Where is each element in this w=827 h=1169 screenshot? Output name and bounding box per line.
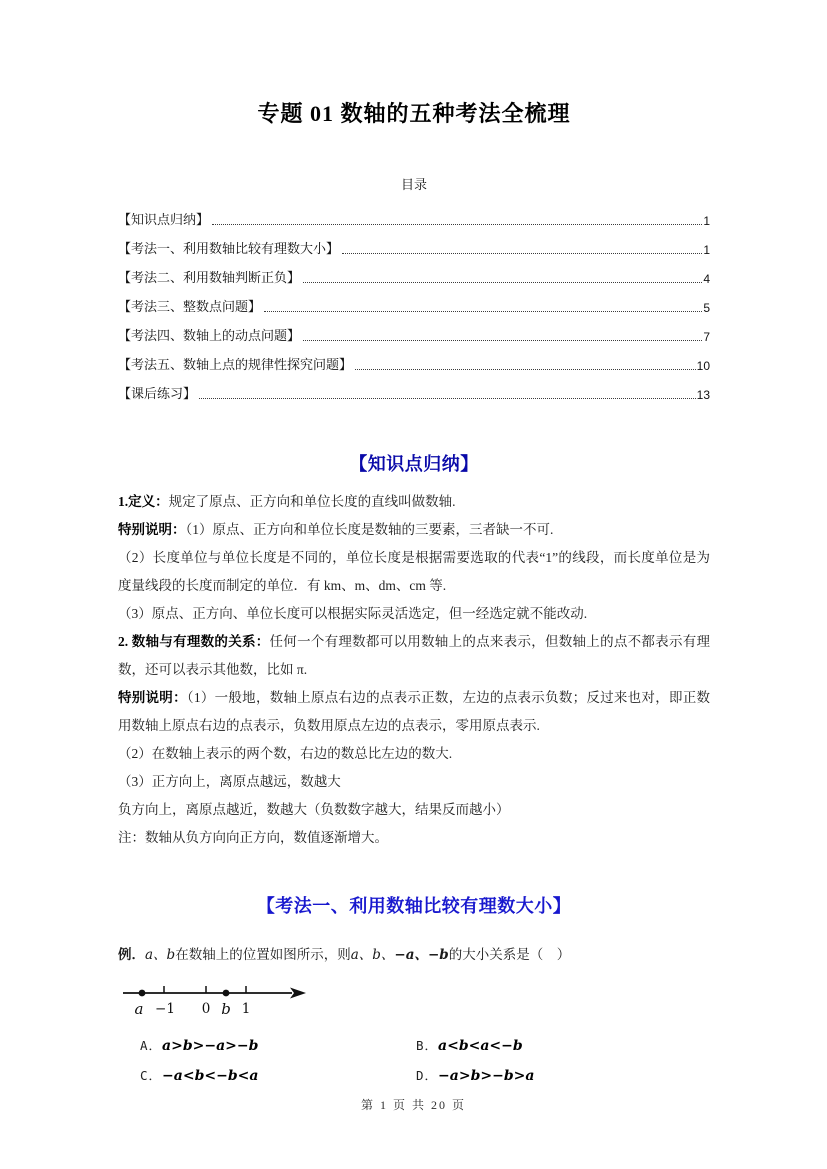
point-b-dot xyxy=(223,990,230,997)
toc-entry-label[interactable]: 【考法五、数轴上点的规律性探究问题】 xyxy=(118,357,353,372)
knowledge-paragraph xyxy=(118,768,710,796)
knowledge-paragraph xyxy=(118,824,710,852)
knowledge-section-body xyxy=(118,488,710,852)
point-a-dot xyxy=(139,990,146,997)
toc-entry[interactable] xyxy=(118,315,710,344)
knowledge-paragraph xyxy=(118,684,710,740)
toc-entry-label[interactable]: 【知识点归纳】 xyxy=(118,212,210,227)
knowledge-paragraph xyxy=(118,740,710,768)
toc-dot-leader xyxy=(264,311,702,312)
knowledge-paragraph xyxy=(118,796,710,824)
answer-options xyxy=(118,1036,710,1085)
toc-page-number: 7 xyxy=(703,330,710,344)
toc-dot-leader xyxy=(212,224,702,225)
option-expression: a<b<a<−b xyxy=(438,1038,523,1054)
option-expression: a>b>−a>−b xyxy=(162,1038,259,1054)
paragraph-text: （2）在数轴上表示的两个数，右边的数总比左边的数大. xyxy=(118,746,453,761)
paragraph-bold-prefix: 2. 数轴与有理数的关系： xyxy=(118,634,270,649)
section-header-method1: 【考法一、利用数轴比较有理数大小】 xyxy=(256,896,572,916)
option-expression: −a>b>−b>a xyxy=(438,1068,535,1084)
toc-entry[interactable] xyxy=(118,257,710,286)
table-of-contents xyxy=(118,174,710,402)
option-a xyxy=(140,1036,416,1055)
paragraph-text: 规定了原点、正方向和单位长度的直线叫做数轴. xyxy=(168,494,456,509)
toc-entry-label[interactable]: 【考法一、利用数轴比较有理数大小】 xyxy=(118,241,340,256)
example-question xyxy=(118,944,710,966)
example-text: 的大小关系是（ ） xyxy=(448,947,571,962)
number-line-figure xyxy=(120,980,316,1024)
option-letter: B． xyxy=(416,1038,439,1053)
knowledge-paragraph xyxy=(118,544,710,600)
toc-page-number: 4 xyxy=(703,272,710,286)
toc-entry-label[interactable]: 【考法二、利用数轴判断正负】 xyxy=(118,270,301,285)
knowledge-paragraph xyxy=(118,488,710,516)
tick-minus-one-label: −1 xyxy=(155,1001,175,1017)
option-letter: C． xyxy=(140,1068,163,1083)
paragraph-bold-prefix: 1.定义： xyxy=(118,494,169,509)
toc-dot-leader xyxy=(355,369,696,370)
toc-entry-label[interactable]: 【考法三、整数点问题】 xyxy=(118,299,262,314)
example-text: 在数轴上的位置如图所示，则 xyxy=(175,947,351,962)
option-d xyxy=(416,1066,710,1085)
paragraph-text: （1）原点、正方向和单位长度是数轴的三要素，三者缺一不可. xyxy=(185,522,554,537)
toc-dot-leader xyxy=(342,253,702,254)
example-label: 例． xyxy=(118,947,145,962)
document-title: 专题 01 数轴的五种考法全梳理 xyxy=(257,101,571,126)
paragraph-bold-prefix: 特别说明： xyxy=(118,522,186,537)
option-c xyxy=(140,1066,416,1085)
example-variables: a、b xyxy=(145,947,176,963)
point-b-label: b xyxy=(221,1000,231,1018)
toc-entry[interactable] xyxy=(118,286,710,315)
toc-entry[interactable] xyxy=(118,373,710,402)
paragraph-text: （2）长度单位与单位长度是不同的，单位长度是根据需要选取的代表“1”的线段，而长度单位是为度量线段的长度而制定的单位．有 km、m、dm、cm 等. xyxy=(118,550,710,593)
toc-dot-leader xyxy=(303,340,702,341)
toc-page-number: 13 xyxy=(696,388,710,402)
paragraph-text: （1）一般地，数轴上原点右边的点表示正数，左边的点表示负数；反过来也对，即正数用数轴上原点右边的点表示，负数用原点左边的点表示，零用原点表示. xyxy=(118,690,711,733)
toc-entry-label[interactable]: 【考法四、数轴上的动点问题】 xyxy=(118,328,301,343)
point-a-label: a xyxy=(134,1000,144,1018)
option-letter: A． xyxy=(140,1038,163,1053)
toc-entry[interactable] xyxy=(118,228,710,257)
paragraph-text: 注：数轴从负方向向正方向，数值逐渐增大。 xyxy=(118,830,388,845)
paragraph-bold-prefix: 特别说明： xyxy=(118,690,187,705)
page-footer: 第 1 页 共 20 页 xyxy=(360,1098,466,1112)
paragraph-text: 负方向上，离原点越近，数越大（负数数字越大，结果反而越小） xyxy=(118,802,510,817)
axis-arrowhead-icon xyxy=(290,988,306,999)
toc-entry[interactable] xyxy=(118,344,710,373)
option-b xyxy=(416,1036,710,1055)
knowledge-paragraph xyxy=(118,516,710,544)
tick-zero-label: 0 xyxy=(201,1001,211,1017)
toc-page-number: 1 xyxy=(703,214,710,228)
toc-dot-leader xyxy=(303,282,702,283)
toc-page-number: 1 xyxy=(703,243,710,257)
knowledge-paragraph xyxy=(118,628,710,684)
paragraph-text: （3）原点、正方向、单位长度可以根据实际灵活选定，但一经选定就不能改动. xyxy=(118,606,588,621)
toc-dot-leader xyxy=(199,398,696,399)
toc-entry[interactable] xyxy=(118,199,710,228)
tick-one-label: 1 xyxy=(241,1001,251,1017)
option-expression: −a<b<−b<a xyxy=(162,1068,259,1084)
section-header-knowledge: 【知识点归纳】 xyxy=(349,454,479,474)
paragraph-text: 任何一个有理数都可以用数轴上的点来表示，但数轴上的点不都表示有理数，还可以表示其他数，比如 π. xyxy=(118,634,711,677)
toc-heading: 目录 xyxy=(400,177,427,192)
toc-entry-label[interactable]: 【课后练习】 xyxy=(118,386,197,401)
paragraph-text: （3）正方向上，离原点越远，数越大 xyxy=(118,774,341,789)
knowledge-paragraph xyxy=(118,600,710,628)
toc-list xyxy=(118,199,710,402)
toc-page-number: 10 xyxy=(696,359,710,373)
toc-page-number: 5 xyxy=(703,301,710,315)
example-variables: −a、−b xyxy=(394,947,449,963)
example-variables: a、b、 xyxy=(350,947,395,963)
option-letter: D． xyxy=(416,1068,439,1083)
